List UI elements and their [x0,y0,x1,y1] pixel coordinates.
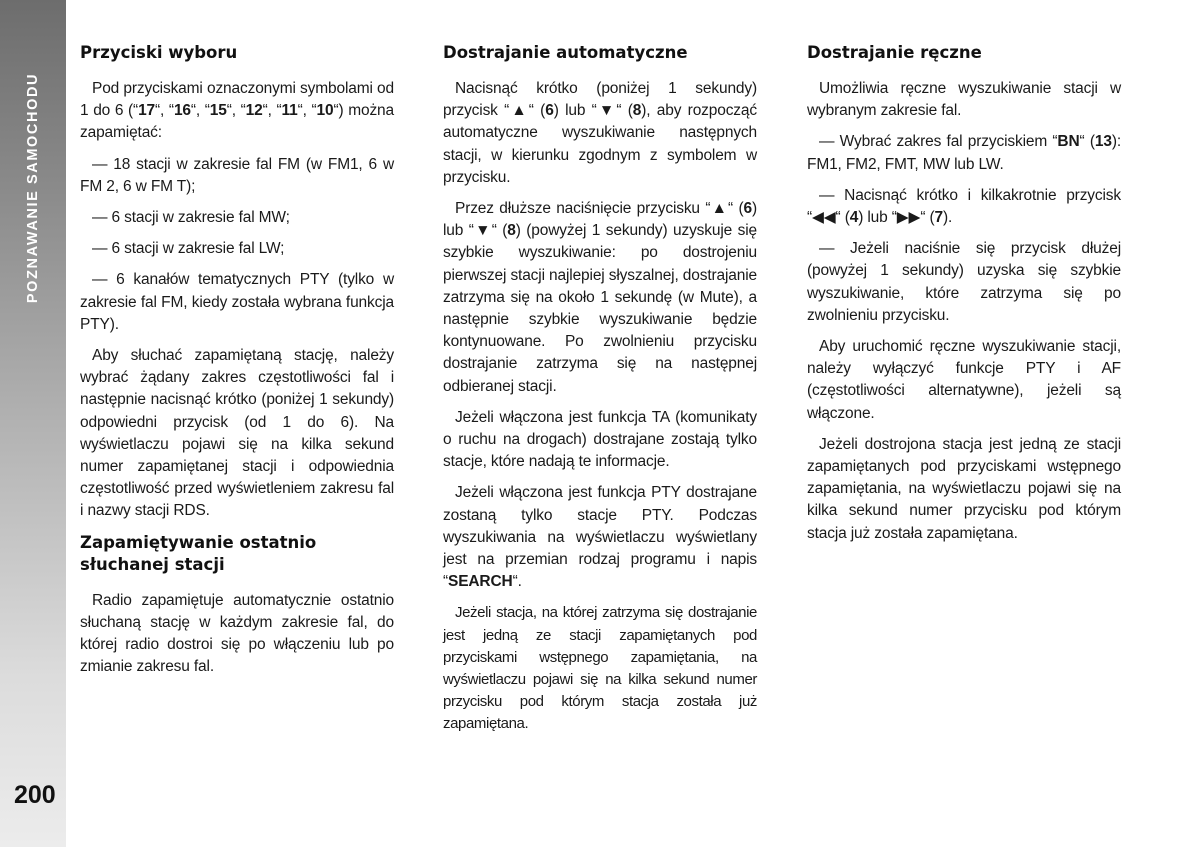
list-item: — 6 stacji w zakresie fal MW; [92,209,290,227]
list-item: — 6 kanałów tematycznych PTY (tylko w zakresie fal FM, kiedy została wybrana funkcja PTY). [80,271,394,333]
heading-manual-tuning: Dostrajanie ręczne [807,43,982,62]
list-item: — 18 stacji w zakresie fal FM (w FM1, 6 w FM 2, 6 w FM T); [80,155,394,195]
paragraph: Jeżeli włączona jest funkcja TA (komunikaty o ruchu na drogach) dostrajane zostają tylko stacje, które nadają te informacje. [443,408,757,471]
paragraph: Radio zapamiętuje automatycznie ostatnio słuchaną stację w każdym zakresie fal, do której radio dostroi się po włączeniu lub po zmianie zakresu fal. [80,591,394,676]
paragraph: Umożliwia ręczne wyszukiwanie stacji w wybranym zakresie fal. [807,80,1121,120]
column-3 [807,42,1121,554]
column-2 [443,42,757,745]
paragraph: Aby uruchomić ręczne wyszukiwanie stacji, należy wyłączyć funkcje PTY i AF (częstotliwości alternatywne), jeżeli są włączone. [807,338,1121,422]
paragraph: Jeżeli dostrojona stacja jest jedną ze stacji zapamiętanych pod przyciskami wstępnego zapamiętania, na wyświetlaczu pojawi się na kilka sekund numer przycisku pod którym stacja już została zapamiętana. [807,435,1121,542]
heading-auto-tuning: Dostrajanie automatyczne [443,43,688,62]
page-number: 200 [14,781,56,809]
section-title: POZNAWANIE SAMOCHODU [25,72,41,304]
heading-last-station: Zapamiętywanie ostatnio słuchanej stacji [80,532,317,574]
list-item: — 6 stacji w zakresie fal LW; [92,240,285,258]
column-1 [80,42,394,687]
paragraph: Jeżeli stacja, na której zatrzyma się dostrajanie jest jedną ze stacji zapamiętanych pod przyciskami wstępnego zapamiętania, na wyświetlaczu pojawi się na kilka sekund numer przycisku pod którym stacja została już zapamiętana. [443,604,757,733]
list-item: — Wybrać zakres fal przyciskiem “BN“ (13): FM1, FM2, FMT, MW lub LW. [807,133,1121,173]
paragraph: Pod przyciskami oznaczonymi symbolami od 1 do 6 (“17“, “16“, “15“, “12“, “11“, “10“) można zapamiętać: [80,80,394,142]
paragraph: Przez dłuższe naciśnięcie przycisku “▲“ (6) lub “▼“ (8) (powyżej 1 sekundy) uzyskuje się szybkie wyszukiwanie: po dostrojeniu pierwszej stacji najlepiej słyszalnej, dostrajanie zatrzyma się na około 1 sekundę (w Mute), a następnie szybkie wyszukiwanie będzie kontynuowane. Po zwolnieniu przycisku dostrajanie zatrzyma się na następnej odbieranej stacji. [443,200,757,395]
list-item: — Nacisnąć krótko i kilkakrotnie przycisk “◀◀“ (4) lub “▶▶“ (7). [807,186,1121,227]
list-item: — Jeżeli naciśnie się przycisk dłużej (powyżej 1 sekundy) uzyska się szybkie wyszukiwanie, które zatrzyma się po zwolnieniu przycisku. [807,240,1121,324]
heading-preset-buttons: Przyciski wyboru [80,43,238,62]
paragraph: Jeżeli włączona jest funkcja PTY dostrajane zostaną tylko stacje PTY. Podczas wyszukiwania na wyświetlaczu wyświetlany jest na przemian rodzaj programu i napis “SEARCH“. [443,484,757,591]
paragraph: Nacisnąć krótko (poniżej 1 sekundy) przycisk “▲“ (6) lub “▼“ (8), aby rozpocząć automatyczne wyszukiwanie następnych stacji, w kierunku zgodnym z symbolem w przycisku. [443,80,757,186]
sidebar-band [0,0,66,847]
paragraph: Aby słuchać zapamiętaną stację, należy wybrać żądany zakres częstotliwości fal i następnie nacisnąć krótko (poniżej 1 sekundy) odpowiedni przycisk (od 1 do 6). Na wyświetlaczu pojawi się na kilka sekund numer zapamiętanej stacji i odpowiednia częstotliwość przed wyświetleniem zakresu fal i nazwy stacji RDS. [80,347,394,520]
